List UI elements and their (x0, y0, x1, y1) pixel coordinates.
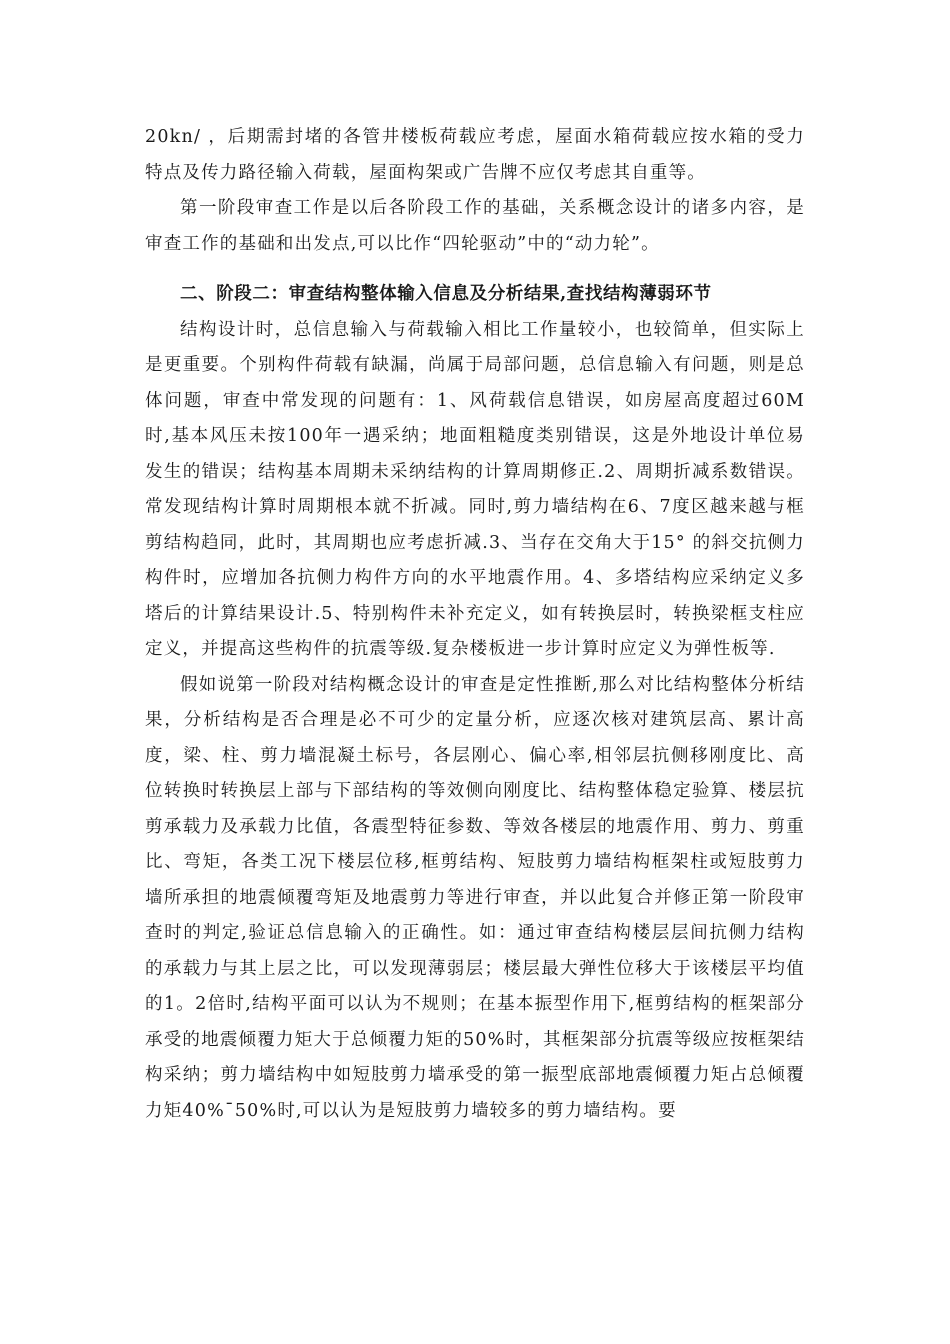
paragraph-quantitative-analysis: 假如说第一阶段对结构概念设计的审查是定性推断,那么对比结构整体分析结果，分析结构是否合理是必不可少的定量分析，应逐次核对建筑层高、累计高度，梁、柱、剪力墙混凝土标号，各层刚心、偏心率,相邻层抗侧移刚度比、高位转换时转换层上部与下部结构的等效侧向刚度比、结构整体稳定验算、楼层抗剪承载力及承载力比值，各震型特征参数、等效各楼层的地震作用、剪力、剪重比、弯矩，各类工况下楼层位移,框剪结构、短肢剪力墙结构框架柱或短肢剪力墙所承担的地震倾覆弯矩及地震剪力等进行审查，并以此复合并修正第一阶段审查时的判定,验证总信息输入的正确性。如：通过审查结构楼层层间抗侧力结构的承载力与其上层之比，可以发现薄弱层；楼层最大弹性位移大于该楼层平均值的1。2倍时,结构平面可以认为不规则；在基本振型作用下,框剪结构的框架部分承受的地震倾覆力矩大于总倾覆力矩的50%时，其框架部分抗震等级应按框架结构采纳；剪力墙结构中如短肢剪力墙承受的第一振型底部地震倾覆力矩占总倾覆力矩40%¯50%时,可以认为是短肢剪力墙较多的剪力墙结构。要 (145, 674, 805, 1121)
document-body (145, 120, 805, 1129)
paragraph-load-notes: 20kn/ ，后期需封堵的各管井楼板荷载应考虑，屋面水箱荷载应按水箱的受力特点及传力路径输入荷载，屋面构架或广告牌不应仅考虑其自重等。 (145, 127, 805, 183)
paragraph-input-info-issues: 结构设计时，总信息输入与荷载输入相比工作量较小，也较简单，但实际上是更重要。个别构件荷载有缺漏，尚属于局部问题，总信息输入有问题，则是总体问题，审查中常发现的问题有：1、风荷载信息错误，如房屋高度超过60M时,基本风压未按100年一遇采纳；地面粗糙度类别错误，这是外地设计单位易发生的错误；结构基本周期未采纳结构的计算周期修正.2、周期折减系数错误。常发现结构计算时周期根本就不折减。同时,剪力墙结构在6、7度区越来越与框剪结构趋同，此时，其周期也应考虑折减.3、当存在交角大于15° 的斜交抗侧力构件时，应增加各抗侧力构件方向的水平地震作用。4、多塔结构应采纳定义多塔后的计算结果设计.5、特别构件未补充定义，如有转换层时，转换梁框支柱应定义，并提高这些构件的抗震等级.复杂楼板进一步计算时应定义为弹性板等. (145, 319, 805, 659)
paragraph-stage-one-summary: 第一阶段审查工作是以后各阶段工作的基础，关系概念设计的诸多内容，是审查工作的基础和出发点,可以比作“四轮驱动”中的“动力轮”。 (145, 198, 805, 254)
section-heading-stage-two: 二、阶段二：审查结构整体输入信息及分析结果,查找结构薄弱环节 (180, 284, 712, 304)
